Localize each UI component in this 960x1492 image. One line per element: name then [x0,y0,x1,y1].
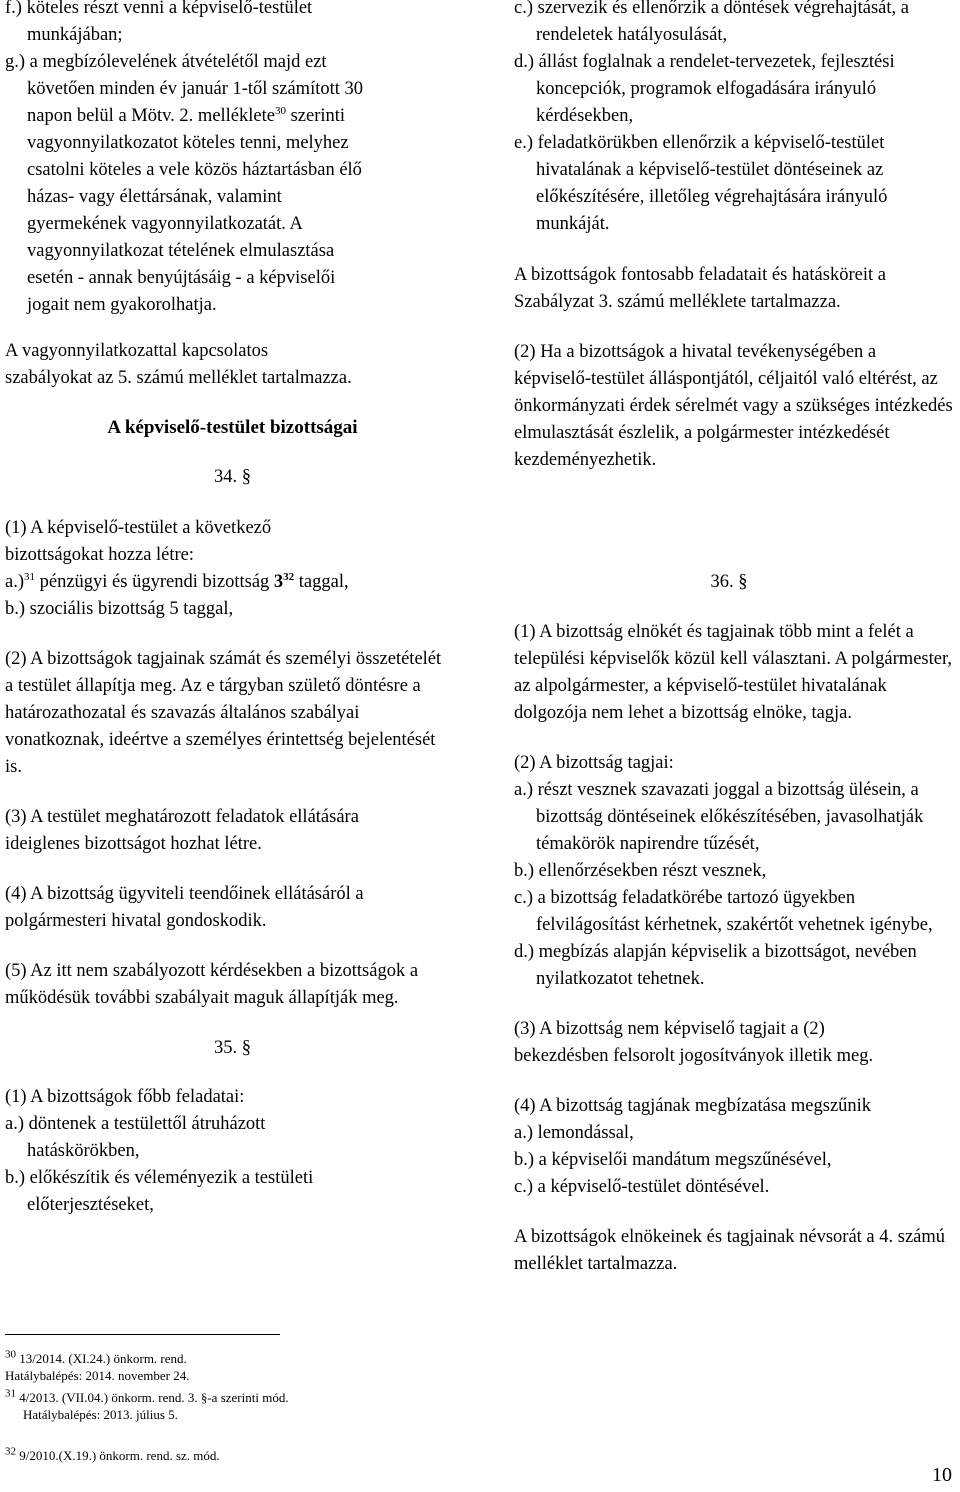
paragraph: bizottságokat hozza létre: [5,545,195,565]
paragraph: (3) A bizottság nem képviselő tagjait a (2) bekezdésben felsorolt jogosítványok illetik meg. [514,1019,874,1066]
text-line: házas- vagy élettársának, valamint [27,187,282,207]
paragraph: (1) A képviselő-testület a következő [5,518,272,538]
list-item: c.) a képviselő-testület döntésével. [514,1177,770,1197]
paragraph: (4) A bizottság tagjának megbízatása megszűnik [514,1096,872,1116]
text-line: f.) köteles részt venni a képviselő-testület [5,0,313,18]
footnote-ref: 31 [24,570,35,583]
text-line: munkájában; [27,25,123,45]
list-item: d.) állást foglalnak a rendelet-tervezetek, fejlesztési koncepciók, programok elfogadására irányuló kérdésekben, [514,52,895,126]
list-item: a.) részt vesznek szavazati joggal a bizottság ülésein, a bizottság döntéseinek előkészítésében, javasolhatják témakörök napirendre tűzését, [514,780,924,854]
list-item: c.) szervezik és ellenőrzik a döntések végrehajtását, a rendeletek hatályosulását, [514,0,909,45]
text-line: szabályokat az 5. számú melléklet tartalmazza. [5,368,352,388]
section-number: 34. § [214,467,251,487]
section-number: 35. § [214,1038,251,1058]
text-line: g.) a megbízólevelének átvételétől majd ezt [5,52,327,72]
paragraph: (4) A bizottság ügyviteli teendőinek ellátásáról a polgármesteri hivatal gondoskodik. [5,884,364,931]
list-item: b.) a képviselői mandátum megszűnésével, [514,1150,832,1170]
text-line: csatolni köteles a vele közös háztartásban élő [27,160,362,180]
list-item: b.) ellenőrzésekben részt vesznek, [514,861,767,881]
list-item: b.) előkészítik és véleményezik a testületi előterjesztéseket, [5,1168,314,1215]
paragraph: A bizottságok fontosabb feladatait és hatásköreit a Szabályzat 3. számú melléklete tartalmazza. [514,265,886,312]
list-item: d.) megbízás alapján képviselik a bizottságot, nevében nyilatkozatot tehetnek. [514,942,917,989]
paragraph: (1) A bizottságok főbb feladatai: [5,1087,245,1107]
paragraph: (2) Ha a bizottságok a hivatal tevékenységében a képviselő-testület álláspontjától, céljaitól való eltérést, az önkormányzati érdek sérelmét vagy a szükséges intézkedés elmulasztását észlelik, a polgármester intézkedését kezdeményezhetik. [514,342,953,470]
text-line: jogait nem gyakorolhatja. [27,295,217,315]
footnote-divider [5,1334,280,1335]
left-column [5,0,460,1219]
paragraph: (1) A bizottság elnökét és tagjainak több mint a felét a települési képviselők közül kell választani. A polgármester, az alpolgármester, a képviselő-testület hivatalának dolgozója nem lehet a bizottság elnöke, tagja. [514,622,953,723]
text-line: követően minden év január 1-től számított 30 [27,79,363,99]
text-line: esetén - annak benyújtásáig - a képviselői [27,268,336,288]
paragraph: (2) A bizottságok tagjainak számát és személyi összetételét a testület állapítja meg. Az e tárgyban születő döntésre a határozathozatal és szavazás általános szabályai vonatkoznak, ideértve a személyes érintettség bejelentését is. [5,649,442,777]
paragraph: (5) Az itt nem szabályozott kérdésekben a bizottságok a működésük további szabályait maguk állapítják meg. [5,961,419,1008]
paragraph: (2) A bizottság tagjai: [514,753,674,773]
paragraph: A bizottságok elnökeinek és tagjainak névsorát a 4. számú melléklet tartalmazza. [514,1227,946,1274]
right-column [514,0,956,1278]
list-item: b.) szociális bizottság 5 taggal, [5,599,234,619]
list-item: c.) a bizottság feladatkörébe tartozó ügyekben felvilágosítást kérhetnek, szakértőt vehetnek igénybe, [514,888,933,935]
text-line: vagyonnyilatkozatot köteles tenni, melyhez [27,133,349,153]
list-item: e.) feladatkörükben ellenőrzik a képviselő-testület hivatalának a képviselő-testület döntéseinek az előkészítésére, illetőleg végrehajtására irányuló munkáját. [514,133,888,234]
footnote-ref: 30 [274,104,286,117]
section-heading: A képviselő-testület bizottságai [107,417,358,438]
footnote: $^{32}$ 9/2010.(X.19.) önkorm. rend. sz. mód. [5,1445,220,1463]
list-item: a.) döntenek a testülettől átruházott hatáskörökben, [5,1114,266,1161]
text-line: gyermekének vagyonnyilatkozatát. A [27,214,303,234]
text-line: vagyonnyilatkozat tételének elmulasztása [27,241,335,261]
page-number: 10 [932,1464,952,1486]
list-item: a.) lemondással, [514,1123,634,1143]
list-item: a.)$^{31}$ pénzügyi és ügyrendi bizottság $3^{32}$ taggal, [5,570,349,592]
footnote-ref: 32 [283,570,295,583]
paragraph: (3) A testület meghatározott feladatok ellátására ideiglenes bizottságot hozhat létre. [5,807,359,854]
text-line: A vagyonnyilatkozattal kapcsolatos [5,341,269,361]
footnote: $^{30}$ 13/2014. (XI.24.) önkorm. rend. Hatálybalépés: 2014. november 24. [5,1348,190,1383]
section-number: 36. § [710,572,748,592]
footnote: $^{31}$ 4/2013. (VII.04.) önkorm. rend. 3. §-a szerinti mód. Hatálybalépés: 2013. július 5. [5,1387,289,1422]
text-line: napon belül a Mötv. 2. melléklete$^{30}$ szerinti [27,104,346,126]
